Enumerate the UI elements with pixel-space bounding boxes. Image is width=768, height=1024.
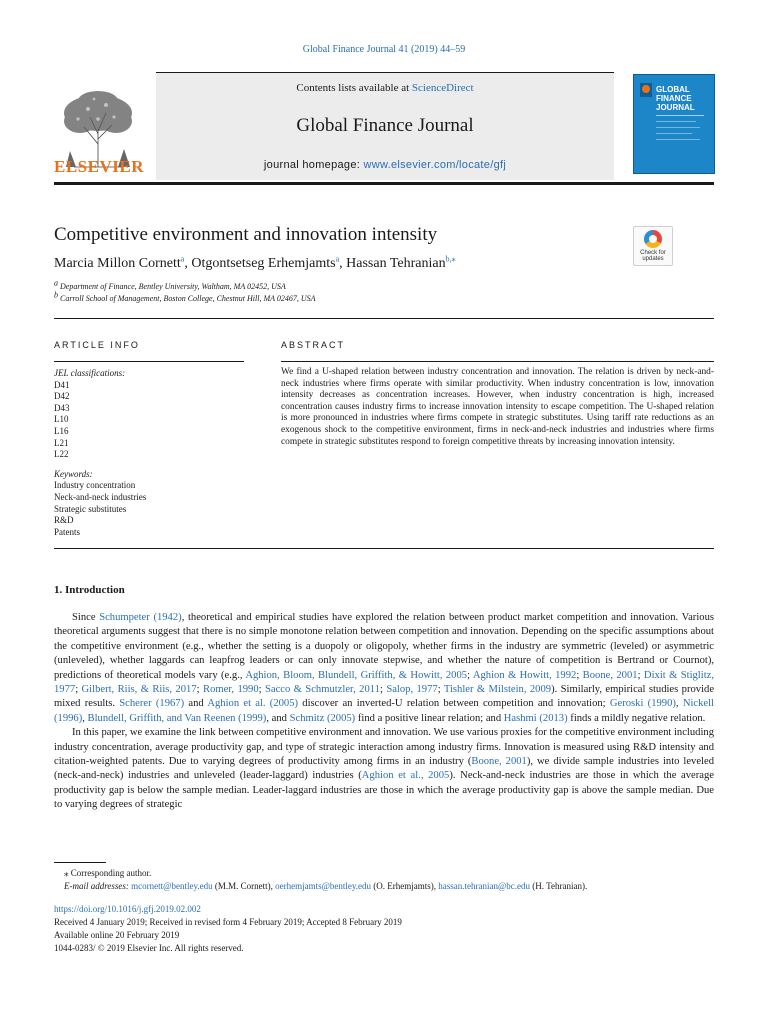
keyword: Strategic substitutes <box>54 503 127 514</box>
journal-cover-image <box>633 74 715 174</box>
body-text-segment: , theoretical and empirical studies have explored the relation between product market competition and innovation. Various theoretical arguments suggest that there is no simple monotone relation between competition and innovation. Depending on the specific assumptions about the competitive environment (e.g., whether the setting is a duopoly or oligopoly, whether firms in the industry are symmetric (leveled) or asymmetric (unleveled), whether laggards can leapfrog leaders or can only innovate stepwise, and whether the nature of competition is Bertrand or Cournot), predictions of theoretical models vary (e.g., <box>54 612 714 681</box>
body-text-segment: ; <box>75 684 82 696</box>
body-text-segment: discover an inverted-U relation between competition and innovation; <box>298 698 610 710</box>
body-text-segment: ; <box>637 669 644 681</box>
jel-code: D41 <box>54 379 70 390</box>
body-text-segment: , and <box>266 712 290 724</box>
citation-link[interactable]: Sacco & Schmutzler, 2011 <box>264 684 380 696</box>
author-name[interactable]: Hassan Tehranian <box>346 256 446 271</box>
author-affil-marker[interactable]: b,⁎ <box>445 254 456 264</box>
citation-link[interactable]: Boone, 2001 <box>471 756 527 768</box>
check-for-updates-badge[interactable] <box>633 226 673 266</box>
info-rule <box>54 361 244 362</box>
body-text-segment: ), we divide sample industries into leveled (neck-and-neck) industries and unleveled (leader-laggard) industries ( <box>54 756 714 782</box>
paper-title: Competitive environment and innovation intensity <box>54 224 438 245</box>
jel-code: D43 <box>54 402 70 413</box>
author-affil-marker[interactable]: a <box>180 254 185 264</box>
publisher-wordmark: ELSEVIER <box>54 157 144 176</box>
citation-link[interactable]: Aghion, Bloom, Blundell, Griffith, & Howitt, 2005 <box>245 669 468 681</box>
contents-line <box>156 82 614 94</box>
citation-link[interactable]: Scherer (1967) <box>119 698 185 710</box>
author-name[interactable]: Marcia Millon Cornett <box>54 256 181 271</box>
author-list: Marcia Millon Cornett$^a$, Otgontsetseg Erhemjamts$^a$, Hassan Tehranian$^{b,⁎}$ <box>54 254 456 271</box>
masthead <box>54 72 714 182</box>
keyword: R&D <box>54 515 74 526</box>
citation-link[interactable]: Tishler & Milstein, 2009 <box>443 684 552 696</box>
jel-label: JEL classifications: <box>54 368 126 378</box>
jel-code: L21 <box>54 437 69 448</box>
paragraph <box>54 611 714 726</box>
jel-code: L16 <box>54 425 69 436</box>
abstract-text: We find a U-shaped relation between industry concentration and innovation. The relation is driven by neck-and-neck industries where firms operate with similar productivity. When industry concentration is low, innovation intensity decreases as concentration increases. However, when industry concentration is high, increased concentration causes industry firms to increase innovation intensity to escape competition. The U-shaped relation is more pronounced in industries where firms compete in strategic substitutes. Using tariff rate reductions as an exogenous shock to the competitive environment, firms in neck-and-neck industries and industries where firms compete in strategic substitutes respond to foreign competitive threats by increasing innovation intensity. <box>281 367 714 447</box>
citation-link[interactable]: Geroski (1990) <box>609 698 676 710</box>
jel-code: L10 <box>54 414 69 425</box>
section-heading-introduction: 1. Introduction <box>54 584 125 596</box>
doi-link[interactable]: https://doi.org/10.1016/j.gfj.2019.02.002 <box>54 904 201 914</box>
citation-link[interactable]: Aghion et al. (2005) <box>207 698 299 710</box>
article-info-heading: ARTICLE INFO <box>54 340 140 350</box>
paragraph <box>54 726 714 812</box>
copyright: 1044-0283/ © 2019 Elsevier Inc. All rights reserved. <box>54 943 244 953</box>
footnote <box>54 867 714 893</box>
author-name[interactable]: Otgontsetseg Erhemjamts <box>191 256 336 271</box>
body-text-segment: ). Neck-and-neck industries are those in which the average productivity gap is below the sample median. Leader-laggard industries are those in which the average productivity gap is above the sample median. Due to varying degrees of strategic <box>54 770 714 811</box>
homepage-link[interactable]: www.elsevier.com/locate/gfj <box>363 159 507 171</box>
citation-link[interactable]: Romer, 1990 <box>203 684 259 696</box>
body-text-segment: ; <box>467 669 473 681</box>
keywords-label: Keywords: <box>54 468 93 479</box>
journal-citation[interactable]: Global Finance Journal 41 (2019) 44–59 <box>302 44 466 55</box>
received-dates: Received 4 January 2019; Received in revised form 4 February 2019; Accepted 8 February 2019 <box>54 917 402 927</box>
jel-code: D42 <box>54 391 70 402</box>
author-affil-marker[interactable]: a <box>335 254 340 264</box>
email-link[interactable]: oerhemjamts@bentley.edu <box>275 881 372 891</box>
corresponding-author-note: ⁎ Corresponding author. <box>64 868 152 878</box>
body-text-segment: and <box>184 698 208 710</box>
citation-link[interactable]: Boone, 2001 <box>582 669 638 681</box>
citation-link[interactable]: Aghion et al., 2005 <box>361 770 450 782</box>
email-link[interactable]: mcornett@bentley.edu <box>131 881 213 891</box>
body-text-segment: , <box>82 712 88 724</box>
cover-title: GLOBAL FINANCE JOURNAL <box>656 85 695 112</box>
check-updates-icon <box>644 230 662 248</box>
check-updates-label: Check for updates <box>640 250 666 262</box>
body-text-segment: Since <box>72 612 100 623</box>
citation-link[interactable]: Blundell, Griffith, and Van Reenen (1999) <box>87 712 267 724</box>
homepage-prefix: journal homepage: <box>263 159 364 171</box>
email-line: E-mail addresses: mcornett@bentley.edu (M.M. Cornett), oerhemjamts@bentley.edu (O. Erhemjamts), hassan.tehranian@bc.edu (H. Tehranian). <box>64 881 588 891</box>
masthead-rule <box>54 182 714 185</box>
abstract-heading: ABSTRACT <box>281 340 346 350</box>
abstract-bottom-rule <box>54 548 714 549</box>
cover-emblem-icon <box>640 83 652 97</box>
abstract-rule <box>281 361 714 362</box>
footnote-rule <box>54 862 106 863</box>
citation-link[interactable]: Dixit & Stiglitz, 1977 <box>54 669 714 696</box>
introduction-body <box>54 611 714 813</box>
sciencedirect-link[interactable]: ScienceDirect <box>411 82 474 94</box>
citation-link[interactable]: Aghion & Howitt, 1992 <box>472 669 577 681</box>
email-link[interactable]: hassan.tehranian@bc.edu <box>438 881 531 891</box>
title-rule <box>54 318 714 319</box>
keyword: Patents <box>54 526 80 537</box>
body-text-segment: ; <box>379 684 387 696</box>
body-text-segment: ). Similarly, empirical studies provide mixed results. <box>54 684 715 710</box>
citation-link[interactable]: Nickell (1996) <box>54 698 714 724</box>
contents-prefix: Contents lists available at <box>296 82 412 94</box>
body-text-segment: ; <box>437 684 444 696</box>
keyword: Neck-and-neck industries <box>54 491 147 502</box>
body-text-segment: In this paper, we examine the link between competitive environment and innovation. We use various proxies for the competitive environment including industry concentration, average productivity gap, and type of strategic interaction among industry firms. Innovation is measured using R&D intensity and citation-weighted patents. Due to varying degrees of productivity among firms in an industry ( <box>54 727 714 768</box>
affiliation: $^b$ Carroll School of Management, Boston College, Chestnut Hill, MA 02467, USA <box>54 290 316 303</box>
body-text-segment: find a positive linear relation; and <box>355 712 504 724</box>
body-text-segment: ; <box>576 669 583 681</box>
email-label: E-mail addresses: <box>64 881 132 891</box>
citation-link[interactable]: Gilbert, Riis, & Riis, 2017 <box>81 684 197 696</box>
keyword: Industry concentration <box>54 480 136 491</box>
journal-title: Global Finance Journal <box>296 115 474 136</box>
body-text-segment: ; <box>258 684 265 696</box>
citation-link[interactable]: Salop, 1977 <box>386 684 438 696</box>
citation-link[interactable]: Hashmi (2013) <box>503 712 568 724</box>
citation-link[interactable]: Schumpeter (1942) <box>99 612 182 623</box>
masthead-center <box>156 72 614 180</box>
body-text-segment: ; <box>196 684 203 696</box>
jel-code: L22 <box>54 449 69 460</box>
article-info <box>54 368 244 538</box>
publication-info <box>54 903 402 955</box>
body-text-segment: , <box>675 698 683 710</box>
available-online: Available online 20 February 2019 <box>54 930 180 940</box>
citation-link[interactable]: Schmitz (2005) <box>289 712 356 724</box>
homepage-line <box>156 159 614 171</box>
body-text-segment: finds a mildly negative relation. <box>567 712 706 724</box>
affiliation: $^a$ Department of Finance, Bentley University, Waltham, MA 02452, USA <box>54 278 286 291</box>
